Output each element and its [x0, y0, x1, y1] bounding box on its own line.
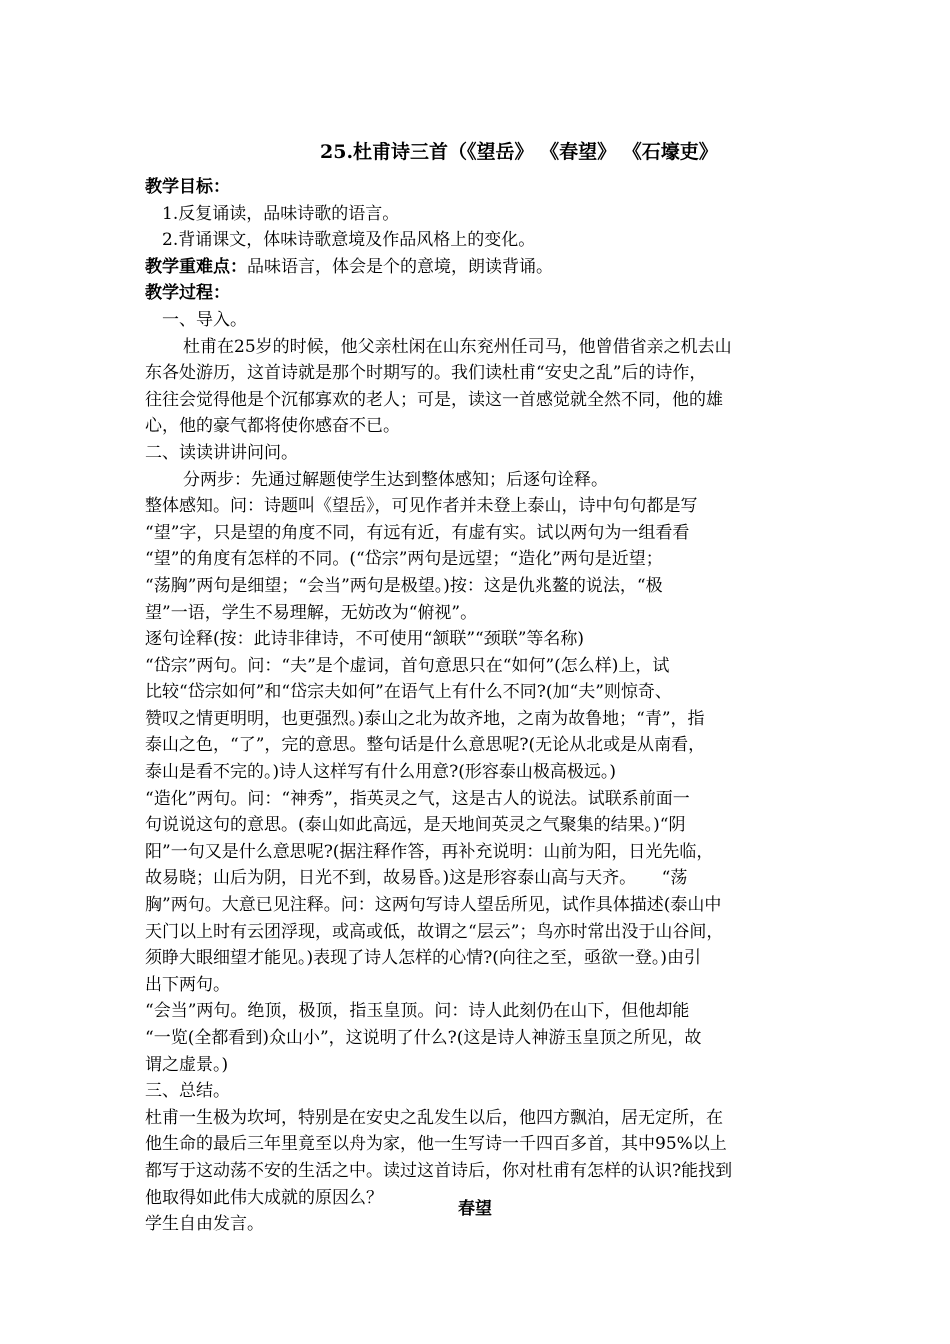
paragraph-line: “一览(全都看到)众山小”，这说明了什么?(这是诗人神游玉皇顶之所见，故 [145, 1028, 702, 1048]
paragraph-line: 须睁大眼细望才能见。)表现了诗人怎样的心情?(向往之至，亟欲一登。)由引 [145, 948, 702, 969]
section-subtitle: 春望 [458, 1199, 492, 1219]
key-points-text: 品味语言，体会是个的意境，朗读背诵。 [247, 256, 553, 277]
key-points-heading: 教学重难点： [145, 256, 247, 277]
paragraph-line: 逐句诠释(按：此诗非律诗，不可使用“颔联”“颈联”等名称) [145, 629, 585, 650]
goal-item-2: 2.背诵课文，体味诗歌意境及作品风格上的变化。 [162, 230, 536, 251]
paragraph-line: 望”一语，学生不易理解，无妨改为“俯视”。 [145, 602, 478, 623]
paragraph-line: 谓之虚景。) [145, 1054, 229, 1075]
paragraph-line: 阳”一句又是什么意思呢?(据注释作答，再补充说明：山前为阳，日光先临， [145, 841, 714, 862]
paragraph-line: 杜甫一生极为坎坷，特别是在安史之乱发生以后，他四方飘泊，居无定所，在 [145, 1107, 723, 1128]
paragraph-line: 泰山之色，“了”，完的意思。整句话是什么意思呢?(无论从北或是从南看， [145, 735, 706, 756]
goals-heading: 教学目标： [145, 177, 230, 197]
paragraph-line: 杜甫在25岁的时候，他父亲杜闲在山东兖州任司马，他曾借省亲之机去山 [183, 336, 732, 357]
step-intro-heading: 一、导入。 [162, 309, 247, 330]
paragraph-line: 分两步：先通过解题使学生达到整体感知；后逐句诠释。 [183, 469, 608, 490]
page-title: 25.杜甫诗三首（《望岳》 《春望》 《石壕吏》 [320, 141, 718, 163]
paragraph-line: 心，他的豪气都将使你感奋不已。 [145, 416, 400, 437]
step-reading-heading: 二、读读讲讲问问。 [145, 442, 298, 463]
paragraph-line: 故易晓；山后为阴，日光不到，故易昏。)这是形容泰山高与天齐。 “荡 [145, 868, 688, 889]
paragraph-line: 赞叹之情更明明，也更强烈。)泰山之北为故齐地，之南为故鲁地；“青”，指 [145, 708, 705, 729]
paragraph-line: 东各处游历，这首诗就是那个时期写的。我们读杜甫“安史之乱”后的诗作， [145, 363, 707, 384]
paragraph-line: 学生自由发言。 [145, 1214, 264, 1235]
paragraph-line: 泰山是看不完的。)诗人这样写有什么用意?(形容泰山极高极远。) [145, 762, 617, 783]
paragraph-line: 他取得如此伟大成就的原因么？ [145, 1187, 383, 1208]
paragraph-line: 出下两句。 [145, 974, 230, 995]
paragraph-line: 整体感知。问：诗题叫《望岳》，可见作者并未登上泰山，诗中句句都是写 [145, 496, 698, 517]
paragraph-line: “荡胸”两句是细望；“会当”两句是极望。)按：这是仇兆鳌的说法，“极 [145, 575, 663, 596]
paragraph-line: 都写于这动荡不安的生活之中。读过这首诗后，你对杜甫有怎样的认识?能找到 [145, 1160, 733, 1181]
paragraph-line: 比较“岱宗如何”和“岱宗夫如何”在语气上有什么不同?(加“夫”则惊奇、 [145, 682, 672, 703]
paragraph-line: “会当”两句。绝顶，极顶，指玉皇顶。问：诗人此刻仍在山下，但他却能 [145, 1001, 690, 1022]
key-points-line [145, 254, 810, 281]
paragraph-line: “望”的角度有怎样的不同。(“岱宗”两句是远望；“造化”两句是近望； [145, 549, 663, 570]
paragraph-line: “造化”两句。问：“神秀”，指英灵之气，这是古人的说法。试联系前面一 [145, 788, 690, 809]
paragraph-line: “岱宗”两句。问：“夫”是个虚词，首句意思只在“如何”(怎么样)上，试 [145, 655, 670, 676]
goal-item-1: 1.反复诵读，品味诗歌的语言。 [162, 203, 400, 224]
document-body [145, 174, 810, 1238]
paragraph-line: “望”字，只是望的角度不同，有远有近，有虚有实。试以两句为一组看看 [145, 522, 690, 543]
paragraph-line: 往往会觉得他是个沉郁寡欢的老人；可是，读这一首感觉就全然不同，他的雄 [145, 389, 723, 410]
paragraph-line: 天门以上时有云团浮现，或高或低，故谓之“层云”；鸟亦时常出没于山谷间， [145, 921, 724, 942]
paragraph-line: 他生命的最后三年里竟至以舟为家，他一生写诗一千四百多首，其中95%以上 [145, 1134, 727, 1155]
process-heading: 教学过程： [145, 283, 230, 304]
paragraph-line: 胸”两句。大意已见注释。问：这两句写诗人望岳所见，试作具体描述(泰山中 [145, 895, 722, 916]
paragraph-line: 句说说这句的意思。(泰山如此高远，是天地间英灵之气聚集的结果。)“阴 [145, 815, 686, 836]
step-summary-heading: 三、总结。 [145, 1081, 230, 1102]
